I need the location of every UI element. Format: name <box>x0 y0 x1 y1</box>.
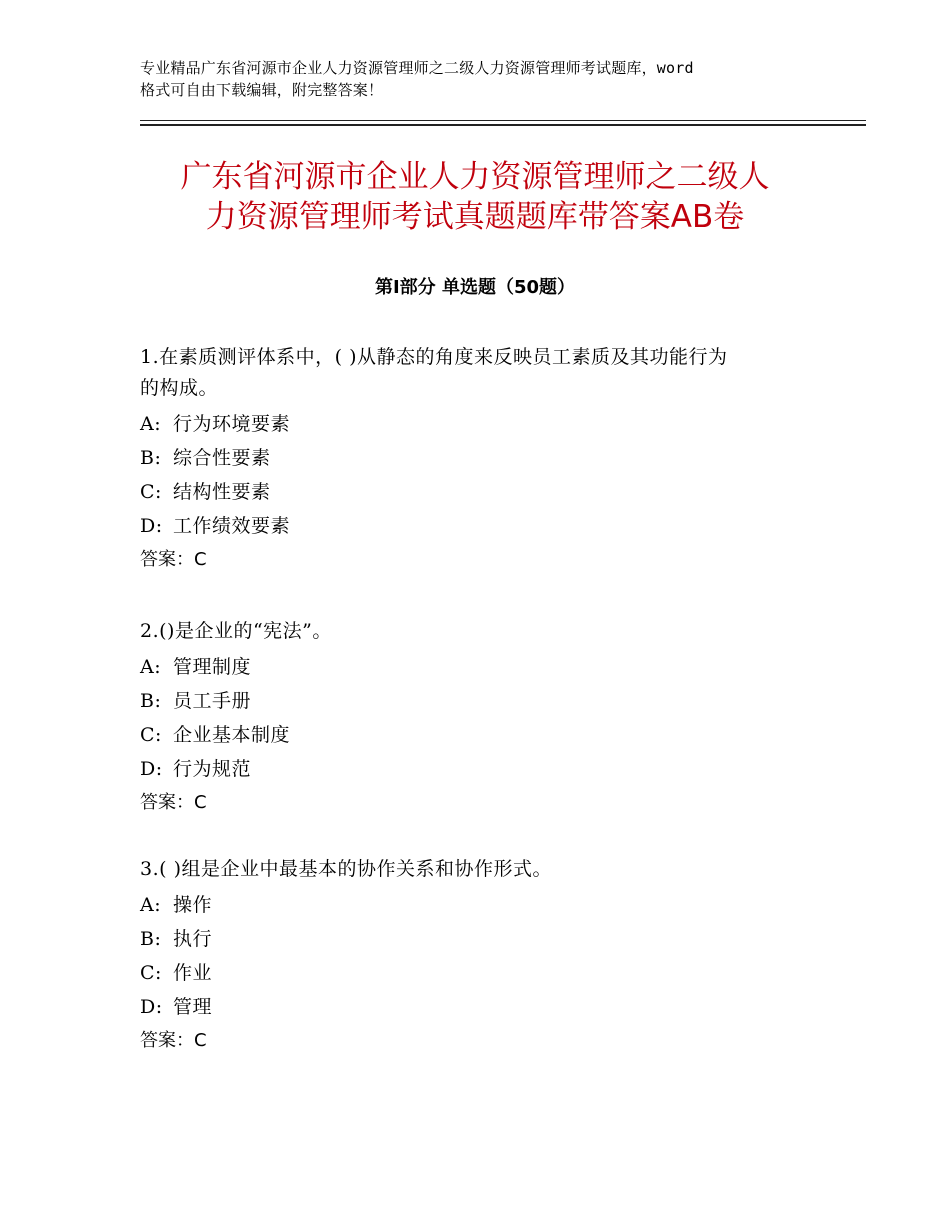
option-key: D: <box>140 758 163 780</box>
option-c <box>140 956 820 990</box>
answer-label: 答案：C <box>140 792 207 813</box>
header-note-line2: 格式可自由下载编辑，附完整答案！ <box>140 81 384 99</box>
document-title-line1: 广东省河源市企业人力资源管理师之二级人 <box>180 159 770 195</box>
question-1 <box>140 342 820 577</box>
option-key: A: <box>140 656 162 678</box>
option-text: 管理制度 <box>173 656 252 678</box>
answer-label: 答案：C <box>140 549 207 570</box>
option-d <box>140 990 820 1024</box>
option-text: 操作 <box>173 894 213 916</box>
option-b <box>140 684 820 718</box>
option-text: 综合性要素 <box>173 447 271 469</box>
option-key: C: <box>140 481 162 503</box>
header-note <box>140 57 830 101</box>
option-a <box>140 650 820 684</box>
option-b <box>140 922 820 956</box>
question-stem-line2: 的构成。 <box>140 377 219 399</box>
option-text: 行为环境要素 <box>173 413 291 435</box>
question-stem-line1: 3.( )组是企业中最基本的协作关系和协作形式。 <box>140 858 552 880</box>
option-d <box>140 509 820 543</box>
section-title: 第Ⅰ部分 单选题（50题） <box>374 277 575 298</box>
option-text: 企业基本制度 <box>173 724 291 746</box>
header-divider-thin <box>140 120 866 121</box>
option-a <box>140 407 820 441</box>
answer-label: 答案：C <box>140 1030 207 1051</box>
option-key: A: <box>140 413 162 435</box>
option-text: 员工手册 <box>173 690 252 712</box>
option-text: 管理 <box>173 996 213 1018</box>
option-text: 执行 <box>173 928 213 950</box>
question-stem <box>140 616 820 647</box>
document-title <box>120 157 830 237</box>
option-text: 结构性要素 <box>173 481 271 503</box>
option-a <box>140 888 820 922</box>
question-stem-line1: 1.在素质测评体系中，( )从静态的角度来反映员工素质及其功能行为 <box>140 346 728 368</box>
option-b <box>140 441 820 475</box>
option-text: 行为规范 <box>173 758 252 780</box>
question-2 <box>140 616 820 820</box>
question-3 <box>140 854 820 1058</box>
option-key: B: <box>140 447 162 469</box>
option-text: 工作绩效要素 <box>173 515 291 537</box>
question-stem <box>140 854 820 885</box>
option-key: B: <box>140 928 162 950</box>
question-stem-line1: 2.()是企业的“宪法”。 <box>140 620 332 642</box>
document-title-line2: 力资源管理师考试真题题库带答案AB卷 <box>205 199 745 235</box>
option-c <box>140 718 820 752</box>
option-key: C: <box>140 962 162 984</box>
option-key: D: <box>140 515 163 537</box>
option-key: C: <box>140 724 162 746</box>
option-c <box>140 475 820 509</box>
option-key: D: <box>140 996 163 1018</box>
option-key: A: <box>140 894 162 916</box>
option-text: 作业 <box>173 962 213 984</box>
question-stem <box>140 342 820 404</box>
header-note-line1: 专业精品广东省河源市企业人力资源管理师之二级人力资源管理师考试题库，word <box>140 59 694 77</box>
option-key: B: <box>140 690 162 712</box>
option-d <box>140 752 820 786</box>
header-divider-thick <box>140 124 866 126</box>
